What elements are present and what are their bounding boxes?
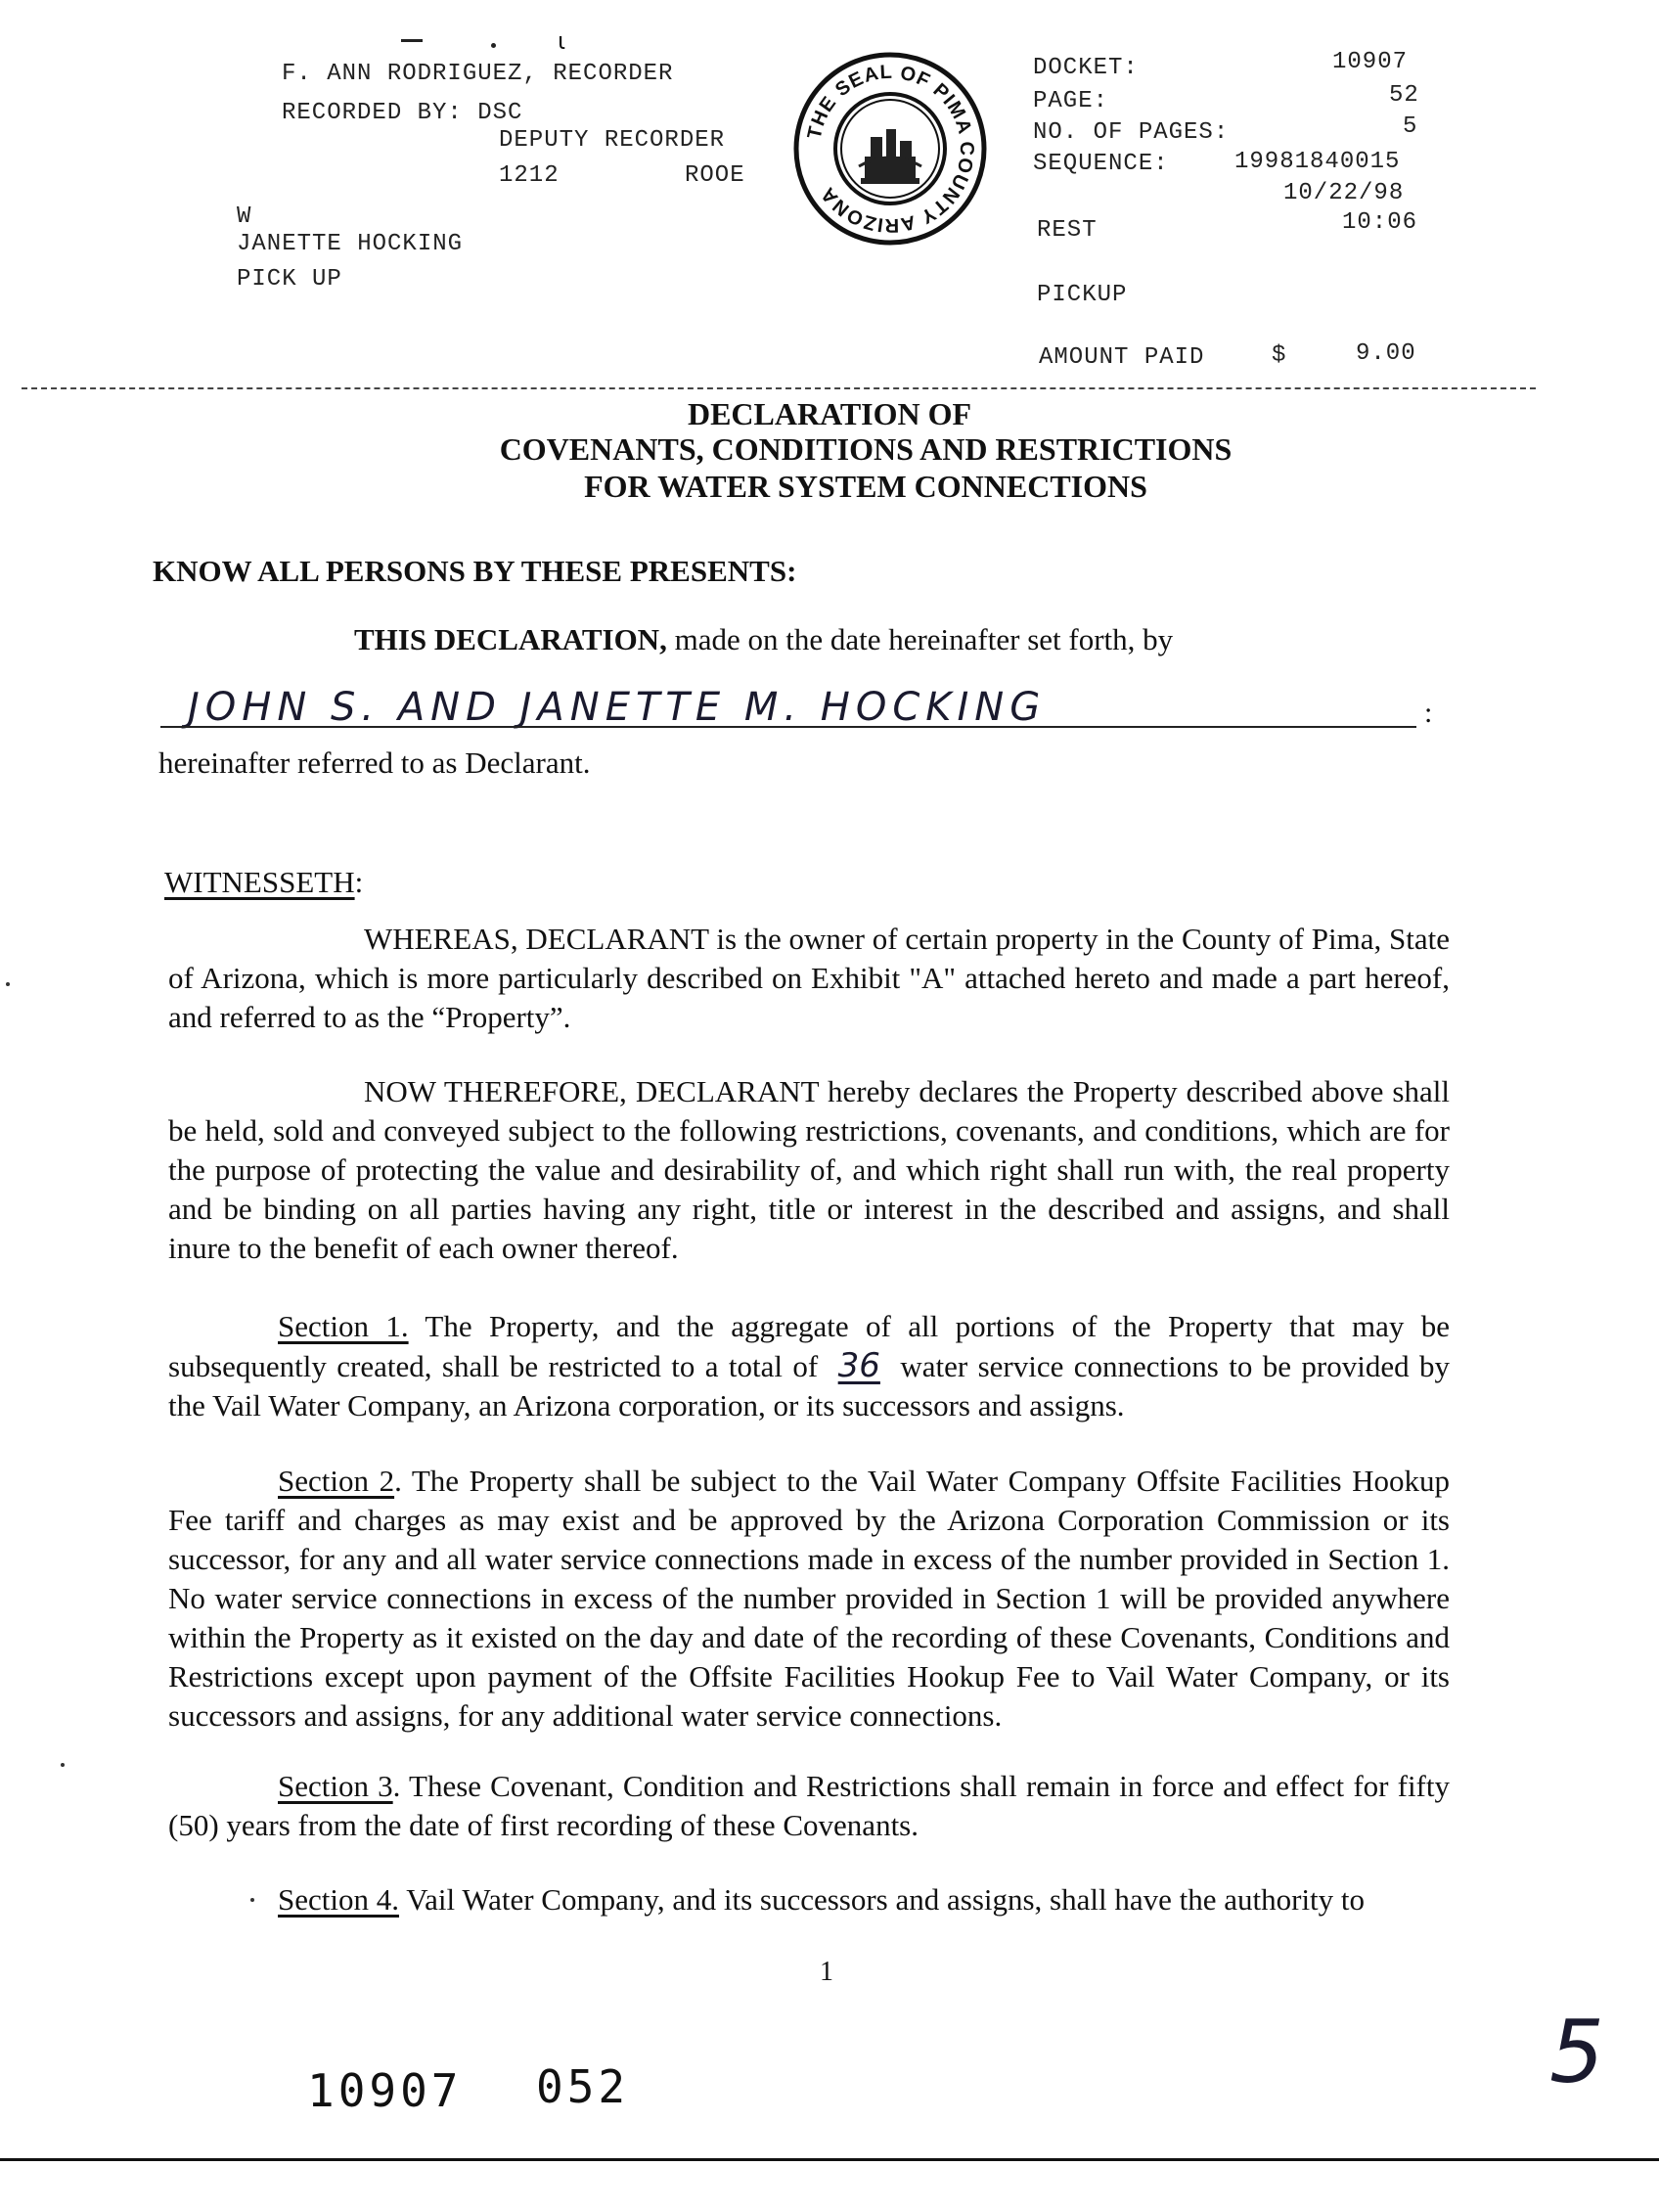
section-1-heading: Section 1. xyxy=(278,1309,409,1343)
stamp-docket-number: 10907 xyxy=(307,2064,463,2117)
this-declaration-line xyxy=(354,622,1173,657)
county-seal xyxy=(792,51,988,247)
section-2-text: . The Property shall be subject to the Vail Water Company Offsite Facilities Hookup Fee tariff and charges as may exist and be approved by the Arizona Corporation Commission or its successor, for any and all water service connections made in excess of the number provided in Section 1. No water service connections in excess of the number provided in Section 1 will be provided anywhere within the Property as it existed on the day and date of the recording of these Covenants, Conditions and Restrictions except upon payment of the Offsite Facilities Hookup Fee to Vail Water Company, or its successors and assigns, for any additional water service connections. xyxy=(168,1464,1450,1733)
pickup-right: PICKUP xyxy=(1037,282,1128,308)
section-3-heading: Section 3 xyxy=(278,1769,393,1803)
whereas-paragraph xyxy=(168,920,1450,1037)
stamp-page-number: 052 xyxy=(536,2060,630,2113)
recorded-by: RECORDED BY: DSC xyxy=(282,100,523,126)
rest-label: REST xyxy=(1037,217,1098,244)
section-4-paragraph xyxy=(168,1880,1450,1919)
section-1-paragraph xyxy=(168,1307,1450,1425)
section-2-paragraph xyxy=(168,1462,1450,1736)
section-1-text-after: water service connections to be provided by the Vail Water Company, an Arizona corporation, or its successors and assigns. xyxy=(168,1349,1450,1422)
county-seal-graphic xyxy=(792,51,988,247)
title-line-2: COVENANTS, CONDITIONS AND RESTRICTIONS xyxy=(499,431,1233,467)
know-all-heading: KNOW ALL PERSONS BY THESE PRESENTS: xyxy=(153,554,797,588)
deputy-recorder: DEPUTY RECORDER xyxy=(499,127,726,154)
title-line-1: DECLARATION OF xyxy=(687,396,972,431)
recorder-w: W xyxy=(237,203,252,230)
recorder-code-right: ROOE xyxy=(685,162,745,189)
section-1-text-before: The Property, and the aggregate of all portions of the Property that may be subsequently created, shall be restricted to a total of xyxy=(168,1309,1450,1383)
pages-label: NO. OF PAGES: xyxy=(1033,119,1230,146)
top-mark xyxy=(401,39,423,42)
docket-label: DOCKET: xyxy=(1033,55,1139,81)
header-divider xyxy=(22,387,1536,389)
seal-text: THE SEAL OF PIMA COUNTY ARIZONA xyxy=(803,61,978,237)
page-value: 52 xyxy=(1389,82,1419,109)
docket-value: 10907 xyxy=(1332,49,1409,75)
addressee-name: JANETTE HOCKING xyxy=(237,231,464,257)
witnesseth-colon: : xyxy=(354,865,364,899)
pickup-left: PICK UP xyxy=(237,266,342,293)
pages-value: 5 xyxy=(1403,113,1418,140)
title-line-3: FOR WATER SYSTEM CONNECTIONS xyxy=(584,469,1147,504)
declarant-colon: : xyxy=(1424,697,1433,729)
section-1-handwritten-number: 36 xyxy=(837,1346,880,1385)
now-therefore-text: NOW THEREFORE, DECLARANT hereby declares the Property described above shall be held, sold and conveyed subject to the following restrictions, covenants, and conditions, which are for the purpose of protecting the value and desirability of, and which right shall run with, the real property and be binding on all parties having any right, title or interest in the described and assigns, and shall inure to the benefit of each owner thereof. xyxy=(168,1074,1450,1265)
recorder-code-left: 1212 xyxy=(499,162,560,189)
top-tick: ɩ xyxy=(558,27,566,55)
this-declaration-bold: THIS DECLARATION, xyxy=(354,622,667,656)
section-4-heading: Section 4. xyxy=(278,1882,399,1917)
sequence-value: 19981840015 xyxy=(1234,149,1401,175)
amount-currency: $ xyxy=(1272,342,1287,369)
declarant-name-line xyxy=(160,726,1416,728)
declarant-reference: hereinafter referred to as Declarant. xyxy=(158,745,591,780)
section-2-heading: Section 2 xyxy=(278,1464,395,1498)
section-3-text: . These Covenant, Condition and Restrictions shall remain in force and effect for fifty (50) years from the date of first recording of these Covenants. xyxy=(168,1769,1450,1842)
now-therefore-paragraph xyxy=(168,1072,1450,1268)
whereas-text: WHEREAS, DECLARANT is the owner of certain property in the County of Pima, State of Arizona, which is more particularly described on Exhibit "A" attached hereto and made a part hereof, and referred to as the “Property”. xyxy=(168,922,1450,1034)
declarant-names-handwritten: JOHN S. AND JANETTE M. HOCKING xyxy=(188,685,1047,730)
margin-speck xyxy=(6,982,10,986)
page-label: PAGE: xyxy=(1033,88,1109,114)
witnesseth-heading xyxy=(164,865,363,900)
margin-speck xyxy=(61,1763,65,1767)
record-time: 10:06 xyxy=(1342,209,1418,236)
record-date: 10/22/98 xyxy=(1283,180,1405,206)
section-3-paragraph xyxy=(168,1767,1450,1845)
sequence-label: SEQUENCE: xyxy=(1033,151,1169,177)
section-4-text: Vail Water Company, and its successors and assigns, shall have the authority to xyxy=(399,1882,1366,1917)
amount-label: AMOUNT PAID xyxy=(1039,344,1205,371)
witnesseth-label: WITNESSETH xyxy=(164,865,355,899)
margin-speck xyxy=(250,1898,254,1902)
this-declaration-rest: made on the date hereinafter set forth, by xyxy=(666,622,1174,656)
top-dot xyxy=(491,43,496,48)
page-number: 1 xyxy=(820,1957,833,1987)
recorder-name: F. ANN RODRIGUEZ, RECORDER xyxy=(282,61,674,87)
handwritten-page-count: 5 xyxy=(1549,2002,1604,2102)
amount-value: 9.00 xyxy=(1356,340,1416,367)
bottom-rule xyxy=(0,2158,1659,2161)
